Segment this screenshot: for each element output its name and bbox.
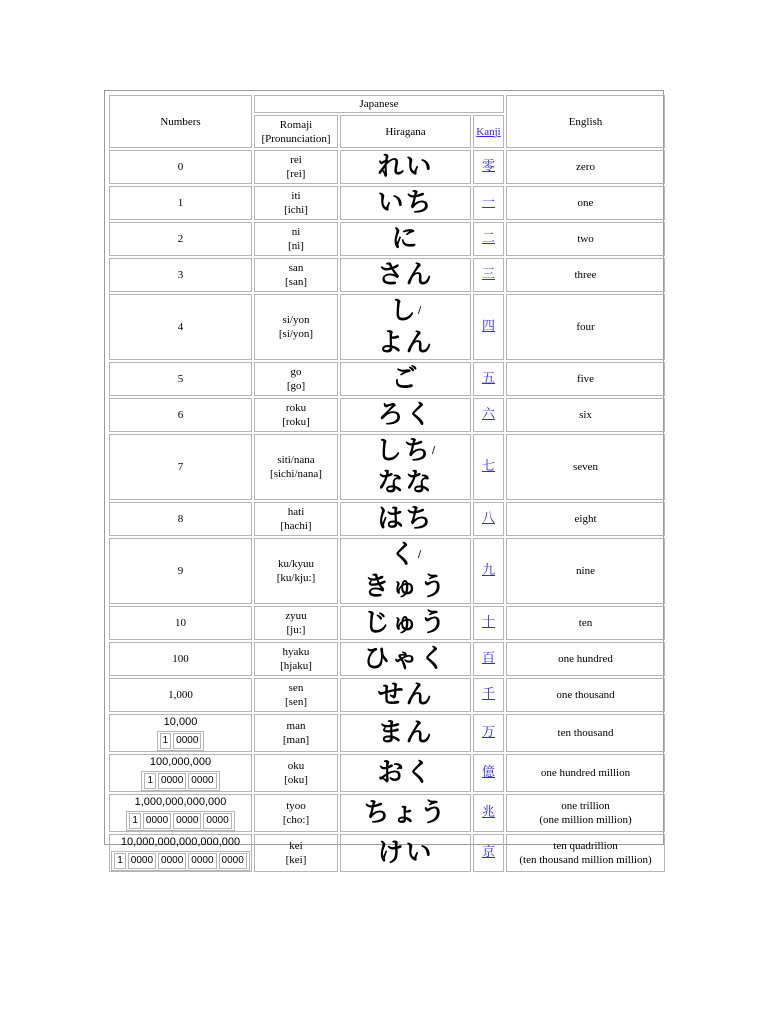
english-value: zero xyxy=(576,161,595,173)
kanji-cell xyxy=(473,538,504,604)
kanji-link[interactable]: 二 xyxy=(481,231,495,246)
english-cell xyxy=(506,678,665,712)
kanji-link[interactable]: 六 xyxy=(481,407,495,422)
hiragana-cell xyxy=(340,538,471,604)
english-cell xyxy=(506,294,665,360)
hiragana-value: まん xyxy=(377,718,434,748)
table-row xyxy=(109,294,665,360)
digit-groups xyxy=(141,771,219,791)
kanji-cell xyxy=(473,754,504,792)
header-japanese: Japanese xyxy=(254,95,504,113)
table-row xyxy=(109,398,665,432)
hiragana-separator: / xyxy=(431,445,436,456)
number-cell xyxy=(109,150,252,184)
romaji-value: tyoo xyxy=(286,800,306,812)
romaji-value: oku xyxy=(287,760,305,772)
table-row xyxy=(109,434,665,500)
pronunciation-value: [san] xyxy=(285,276,307,288)
english-value: three xyxy=(574,269,597,281)
romaji-cell xyxy=(254,834,338,872)
number-cell xyxy=(109,678,252,712)
pronunciation-value: [kei] xyxy=(285,854,307,866)
kanji-cell xyxy=(473,362,504,396)
hiragana-value: いち xyxy=(377,188,434,218)
english-cell xyxy=(506,714,665,752)
hiragana-part: く xyxy=(389,540,418,570)
hiragana-cell xyxy=(340,642,471,676)
kanji-link[interactable]: 兆 xyxy=(481,805,495,820)
table-row xyxy=(109,834,665,872)
english-value: four xyxy=(576,321,595,333)
pronunciation-value: [oku] xyxy=(284,774,308,786)
hiragana-value: れい xyxy=(377,152,434,182)
pronunciation-value: [go] xyxy=(286,380,306,392)
romaji-cell xyxy=(254,186,338,220)
hiragana-separator: / xyxy=(417,305,422,316)
english-value: five xyxy=(576,373,595,385)
table-row xyxy=(109,502,665,536)
number-value: 10,000,000,000,000,000 xyxy=(120,836,241,848)
english-value: one xyxy=(577,197,594,209)
pronunciation-value: [ni] xyxy=(288,240,304,252)
kanji-link[interactable]: 八 xyxy=(481,511,495,526)
header-hiragana: Hiragana xyxy=(340,115,471,148)
hiragana-cell xyxy=(340,502,471,536)
hiragana-cell xyxy=(340,294,471,360)
romaji-cell xyxy=(254,294,338,360)
kanji-cell xyxy=(473,606,504,640)
english-cell xyxy=(506,794,665,832)
table-row xyxy=(109,186,665,220)
header-romaji-label: Romaji xyxy=(279,118,313,131)
number-value: 5 xyxy=(177,373,184,385)
number-cell xyxy=(109,538,252,604)
pronunciation-value: [sen] xyxy=(285,696,307,708)
hiragana-value: おく xyxy=(377,758,434,788)
romaji-value: hati xyxy=(287,506,305,518)
hiragana-cell xyxy=(340,186,471,220)
romaji-cell xyxy=(254,150,338,184)
table-row xyxy=(109,754,665,792)
romaji-value: si/yon xyxy=(282,314,310,326)
pronunciation-value: [cho:] xyxy=(282,814,310,826)
hiragana-cell xyxy=(340,834,471,872)
table-row xyxy=(109,678,665,712)
hiragana-value: ちょう xyxy=(363,798,448,828)
number-cell xyxy=(109,434,252,500)
pronunciation-value: [hjaku] xyxy=(280,660,312,672)
romaji-value: iti xyxy=(291,190,301,202)
hiragana-cell xyxy=(340,258,471,292)
romaji-value: man xyxy=(286,720,306,732)
kanji-cell xyxy=(473,222,504,256)
hiragana-value: ろく xyxy=(377,400,434,430)
kanji-link[interactable]: 万 xyxy=(481,725,495,740)
romaji-value: san xyxy=(288,262,304,274)
table-row xyxy=(109,258,665,292)
number-value: 100,000,000 xyxy=(149,756,212,768)
digit-group: 0000 xyxy=(143,813,171,829)
header-pronunciation-label: [Pronunciation] xyxy=(261,132,331,145)
english-value: one hundred million xyxy=(540,767,631,779)
romaji-cell xyxy=(254,678,338,712)
english-note: (ten thousand million million) xyxy=(519,854,652,866)
kanji-link[interactable]: 九 xyxy=(481,563,495,578)
english-value: six xyxy=(579,409,592,421)
hiragana-cell xyxy=(340,222,471,256)
number-cell xyxy=(109,502,252,536)
romaji-value: hyaku xyxy=(282,646,310,658)
digit-group: 1 xyxy=(114,853,126,869)
romaji-value: rei xyxy=(290,154,302,166)
hiragana-value: せん xyxy=(377,680,434,710)
digit-groups xyxy=(126,811,234,831)
kanji-link[interactable]: 零 xyxy=(481,159,495,174)
hiragana-cell xyxy=(340,754,471,792)
number-value: 8 xyxy=(177,513,184,525)
digit-groups xyxy=(157,731,205,751)
digit-group: 0000 xyxy=(188,853,216,869)
kanji-cell xyxy=(473,434,504,500)
hiragana-part: なな xyxy=(377,468,434,498)
pronunciation-value: [ku/kju:] xyxy=(276,572,316,584)
digit-group: 0000 xyxy=(158,773,186,789)
hiragana-value: ご xyxy=(391,364,420,394)
english-value: eight xyxy=(574,513,597,525)
number-value: 1 xyxy=(177,197,184,209)
romaji-value: ni xyxy=(291,226,301,238)
english-value: seven xyxy=(572,461,599,473)
english-cell xyxy=(506,538,665,604)
number-value: 7 xyxy=(177,461,184,473)
hiragana-cell xyxy=(340,150,471,184)
pronunciation-value: [ichi] xyxy=(284,204,308,216)
header-kanji xyxy=(473,115,504,148)
number-cell xyxy=(109,222,252,256)
kanji-link[interactable]: 十 xyxy=(481,615,495,630)
japanese-numbers-table xyxy=(107,93,667,874)
kanji-cell xyxy=(473,714,504,752)
pronunciation-value: [hachi] xyxy=(280,520,312,532)
number-cell xyxy=(109,362,252,396)
hiragana-value: じゅう xyxy=(363,608,448,638)
table-row xyxy=(109,642,665,676)
english-value: nine xyxy=(576,565,595,577)
english-cell xyxy=(506,754,665,792)
digit-group: 0000 xyxy=(128,853,156,869)
romaji-cell xyxy=(254,606,338,640)
kanji-cell xyxy=(473,258,504,292)
hiragana-part: きゅう xyxy=(363,572,448,602)
number-value: 10,000 xyxy=(163,716,198,728)
kanji-cell xyxy=(473,642,504,676)
number-value: 3 xyxy=(177,269,184,281)
number-value: 0 xyxy=(177,161,184,173)
hiragana-separator: / xyxy=(417,549,422,560)
number-value: 1,000,000,000,000 xyxy=(134,796,227,808)
number-value: 1,000 xyxy=(168,689,193,701)
romaji-value: roku xyxy=(285,402,307,414)
english-cell xyxy=(506,434,665,500)
english-cell xyxy=(506,398,665,432)
english-value: one thousand xyxy=(556,689,615,701)
english-cell xyxy=(506,502,665,536)
kanji-cell xyxy=(473,294,504,360)
table-row xyxy=(109,222,665,256)
hiragana-value: に xyxy=(391,224,420,254)
romaji-value: zyuu xyxy=(285,610,307,622)
digit-group: 0000 xyxy=(188,773,216,789)
table-row xyxy=(109,150,665,184)
hiragana-value xyxy=(342,539,469,603)
pronunciation-value: [ju:] xyxy=(286,624,306,636)
english-cell xyxy=(506,606,665,640)
romaji-cell xyxy=(254,502,338,536)
romaji-cell xyxy=(254,398,338,432)
digit-group: 0000 xyxy=(203,813,231,829)
digit-group: 1 xyxy=(129,813,141,829)
hiragana-part: よん xyxy=(377,328,434,358)
hiragana-cell xyxy=(340,714,471,752)
table-row xyxy=(109,714,665,752)
number-cell xyxy=(109,258,252,292)
kanji-link[interactable]: 一 xyxy=(481,195,495,210)
romaji-cell xyxy=(254,258,338,292)
hiragana-cell xyxy=(340,678,471,712)
hiragana-part: しち xyxy=(375,436,432,466)
pronunciation-value: [roku] xyxy=(282,416,310,428)
hiragana-cell xyxy=(340,434,471,500)
number-cell xyxy=(109,754,252,792)
header-kanji-link[interactable]: Kanji xyxy=(476,125,501,138)
kanji-link[interactable]: 五 xyxy=(481,371,495,386)
english-value: one hundred xyxy=(558,653,613,665)
romaji-cell xyxy=(254,434,338,500)
english-cell xyxy=(506,186,665,220)
english-value: two xyxy=(577,233,594,245)
table-row xyxy=(109,362,665,396)
kanji-link[interactable]: 億 xyxy=(481,765,495,780)
header-romaji xyxy=(254,115,338,148)
number-cell xyxy=(109,294,252,360)
kanji-cell xyxy=(473,502,504,536)
hiragana-value: はち xyxy=(377,504,434,534)
romaji-cell xyxy=(254,714,338,752)
romaji-value: siti/nana xyxy=(277,454,315,466)
kanji-cell xyxy=(473,186,504,220)
number-cell xyxy=(109,834,252,872)
pronunciation-value: [rei] xyxy=(286,168,306,180)
table-row xyxy=(109,606,665,640)
kanji-cell xyxy=(473,834,504,872)
digit-groups xyxy=(111,851,250,871)
kanji-link[interactable]: 千 xyxy=(481,687,495,702)
romaji-cell xyxy=(254,538,338,604)
romaji-value: go xyxy=(290,366,302,378)
romaji-cell xyxy=(254,642,338,676)
english-value: ten thousand xyxy=(557,727,614,739)
english-value: one trillion xyxy=(561,800,610,812)
hiragana-cell xyxy=(340,398,471,432)
english-cell xyxy=(506,258,665,292)
header-english: English xyxy=(506,95,665,148)
english-cell xyxy=(506,834,665,872)
digit-group: 0000 xyxy=(158,853,186,869)
kanji-cell xyxy=(473,794,504,832)
kanji-link[interactable]: 七 xyxy=(481,459,495,474)
english-value: ten xyxy=(578,617,593,629)
number-cell xyxy=(109,642,252,676)
romaji-value: kei xyxy=(289,840,303,852)
english-cell xyxy=(506,362,665,396)
number-cell xyxy=(109,714,252,752)
english-cell xyxy=(506,150,665,184)
kanji-link[interactable]: 京 xyxy=(481,845,495,860)
romaji-value: sen xyxy=(288,682,304,694)
romaji-cell xyxy=(254,754,338,792)
english-cell xyxy=(506,222,665,256)
kanji-cell xyxy=(473,150,504,184)
romaji-cell xyxy=(254,362,338,396)
kanji-cell xyxy=(473,678,504,712)
number-value: 6 xyxy=(177,409,184,421)
hiragana-value xyxy=(342,435,469,499)
english-value: ten quadrillion xyxy=(553,840,618,852)
digit-group: 0000 xyxy=(219,853,247,869)
number-cell xyxy=(109,186,252,220)
english-note: (one million million) xyxy=(539,814,632,826)
romaji-cell xyxy=(254,794,338,832)
number-value: 100 xyxy=(172,653,189,665)
hiragana-value: さん xyxy=(377,260,434,290)
number-value: 10 xyxy=(175,617,186,629)
romaji-value: ku/kyuu xyxy=(277,558,315,570)
table-row xyxy=(109,538,665,604)
hiragana-value: ひゃく xyxy=(363,644,448,674)
number-value: 2 xyxy=(177,233,184,245)
hiragana-cell xyxy=(340,794,471,832)
hiragana-value xyxy=(342,295,469,359)
number-cell xyxy=(109,794,252,832)
kanji-cell xyxy=(473,398,504,432)
numbers-table-frame xyxy=(104,90,664,868)
hiragana-value: けい xyxy=(377,838,434,868)
digit-group: 1 xyxy=(160,733,172,749)
number-value: 9 xyxy=(177,565,184,577)
hiragana-part: し xyxy=(389,296,418,326)
digit-group: 0000 xyxy=(173,733,201,749)
table-row xyxy=(109,794,665,832)
english-cell xyxy=(506,642,665,676)
kanji-link[interactable]: 三 xyxy=(481,267,495,282)
hiragana-cell xyxy=(340,606,471,640)
kanji-link[interactable]: 四 xyxy=(481,319,495,334)
digit-group: 1 xyxy=(144,773,156,789)
kanji-link[interactable]: 百 xyxy=(481,651,495,666)
number-cell xyxy=(109,398,252,432)
header-numbers: Numbers xyxy=(109,95,252,148)
number-value: 4 xyxy=(177,321,184,333)
hiragana-cell xyxy=(340,362,471,396)
romaji-cell xyxy=(254,222,338,256)
digit-group: 0000 xyxy=(173,813,201,829)
pronunciation-value: [man] xyxy=(282,734,310,746)
pronunciation-value: [si/yon] xyxy=(278,328,314,340)
pronunciation-value: [sichi/nana] xyxy=(270,468,322,480)
number-cell xyxy=(109,606,252,640)
